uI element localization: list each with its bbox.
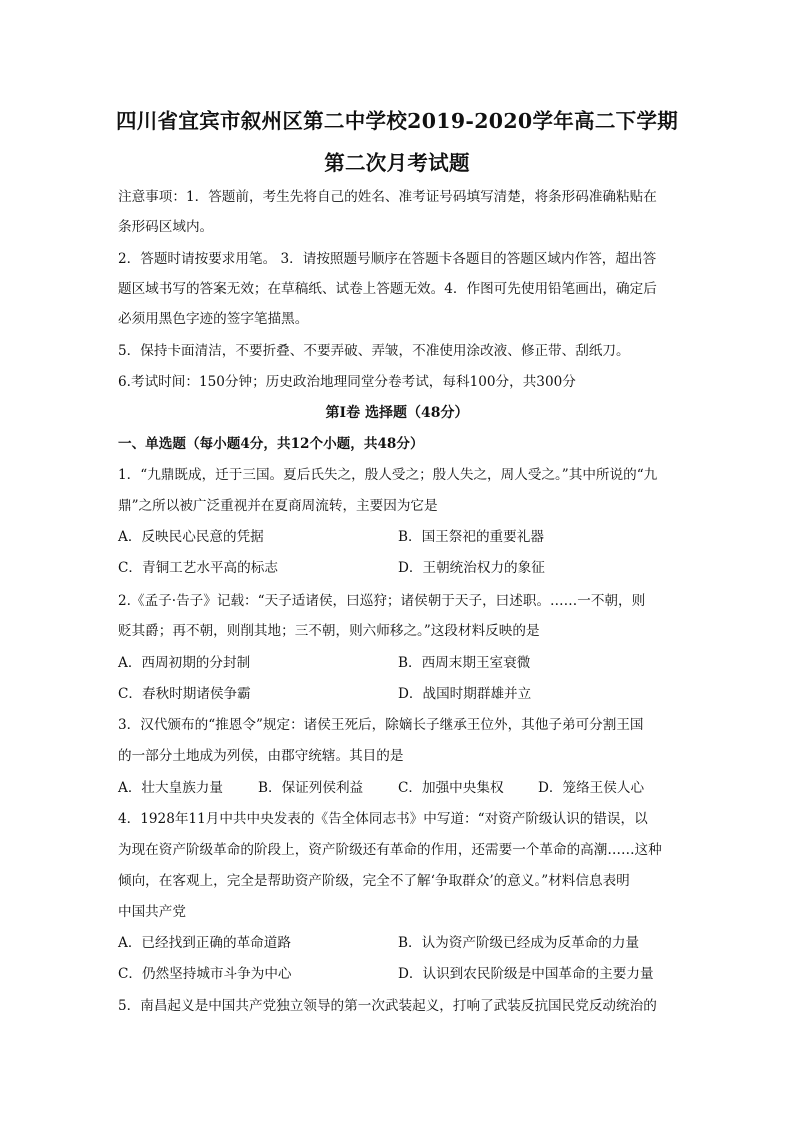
- q4-stem-line-4: 中国共产党: [118, 904, 186, 920]
- q1-stem-line-1: 1．“九鼎既成，迁于三国。夏后氏失之，殷人受之；殷人失之，周人受之。”其中所说的“九: [118, 467, 658, 483]
- q2-stem-line-1: 2.《孟子·告子》记载：“天子适诸侯，曰巡狩；诸侯朝于天子，曰述职。……一不朝，则: [118, 593, 646, 609]
- q4-stem-line-3: 倾向，在客观上，完全是帮助资产阶级，完全不了解‘争取群众’的意义。”材料信息表明: [118, 873, 630, 889]
- q5-stem-line-1: 5．南昌起义是中国共产党独立领导的第一次武装起义，打响了武装反抗国民党反动统治的: [118, 998, 657, 1014]
- q3-option-d: D．笼络王侯人心: [538, 780, 645, 796]
- q4-stem-line-2: 为现在资产阶级革命的阶段上，资产阶级还有革命的作用，还需要一个革命的高潮……这种: [118, 842, 662, 858]
- q3-option-a: A．壮大皇族力量: [118, 780, 223, 796]
- notice-line-1: 注意事项：1．答题前，考生先将自己的姓名、准考证号码填写清楚，将条形码准确粘贴在: [118, 189, 657, 205]
- exam-title-line-1: 四川省宜宾市叙州区第二中学校2019-2020学年高二下学期: [115, 109, 679, 133]
- q2-option-b: B．西周末期王室衰微: [398, 655, 531, 671]
- notice-line-5: 必须用黑色字迹的签字笔描黑。: [118, 311, 309, 327]
- q1-option-b: B．国王祭祀的重要礼器: [398, 529, 544, 545]
- part-heading: 一、单选题（每小题4分，共12个小题，共48分）: [118, 436, 424, 452]
- q4-option-d: D．认识到农民阶级是中国革命的主要力量: [398, 966, 654, 982]
- q1-stem-line-2: 鼎”之所以被广泛重视并在夏商周流转，主要因为它是: [118, 498, 438, 514]
- q4-option-a: A．已经找到正确的革命道路: [118, 935, 291, 951]
- notice-line-6: 5．保持卡面清洁，不要折叠、不要弄破、弄皱，不准使用涂改液、修正带、刮纸刀。: [118, 343, 630, 359]
- q3-option-c: C．加强中央集权: [398, 780, 504, 796]
- q1-option-d: D．王朝统治权力的象征: [398, 560, 545, 576]
- q4-stem-line-1: 4．1928年11月中共中央发表的《告全体同志书》中写道：“对资产阶级认识的错误，以: [118, 811, 648, 827]
- q3-option-b: B．保证列侯利益: [258, 780, 364, 796]
- q2-option-c: C．春秋时期诸侯争霸: [118, 686, 251, 702]
- q1-option-c: C．青铜工艺水平高的标志: [118, 560, 278, 576]
- q4-option-b: B．认为资产阶级已经成为反革命的力量: [398, 935, 640, 951]
- q3-stem-line-1: 3．汉代颁布的“推恩令”规定：诸侯王死后，除嫡长子继承王位外，其他子弟可分割王国: [118, 717, 644, 733]
- notice-line-3: 2．答题时请按要求用笔。 3．请按照题号顺序在答题卡各题目的答题区域内作答，超出答: [118, 251, 657, 267]
- q2-option-d: D．战国时期群雄并立: [398, 686, 532, 702]
- exam-title-line-2: 第二次月考试题: [324, 151, 470, 175]
- q2-stem-line-2: 贬其爵；再不朝，则削其地；三不朝，则六师移之。”这段材料反映的是: [118, 623, 540, 639]
- q1-option-a: A．反映民心民意的凭据: [118, 529, 264, 545]
- q2-option-a: A．西周初期的分封制: [118, 655, 251, 671]
- q4-option-c: C．仍然坚持城市斗争为中心: [118, 966, 292, 982]
- section-title: 第Ⅰ卷 选择题（48分）: [325, 405, 469, 421]
- notice-line-2: 条形码区域内。: [118, 219, 214, 235]
- q3-stem-line-2: 的一部分土地成为列侯，由郡守统辖。其目的是: [118, 748, 404, 764]
- notice-line-7: 6.考试时间：150分钟；历史政治地理同堂分卷考试，每科100分，共300分: [118, 374, 576, 390]
- notice-line-4: 题区域书写的答案无效；在草稿纸、试卷上答题无效。4．作图可先使用铅笔画出，确定后: [118, 281, 657, 297]
